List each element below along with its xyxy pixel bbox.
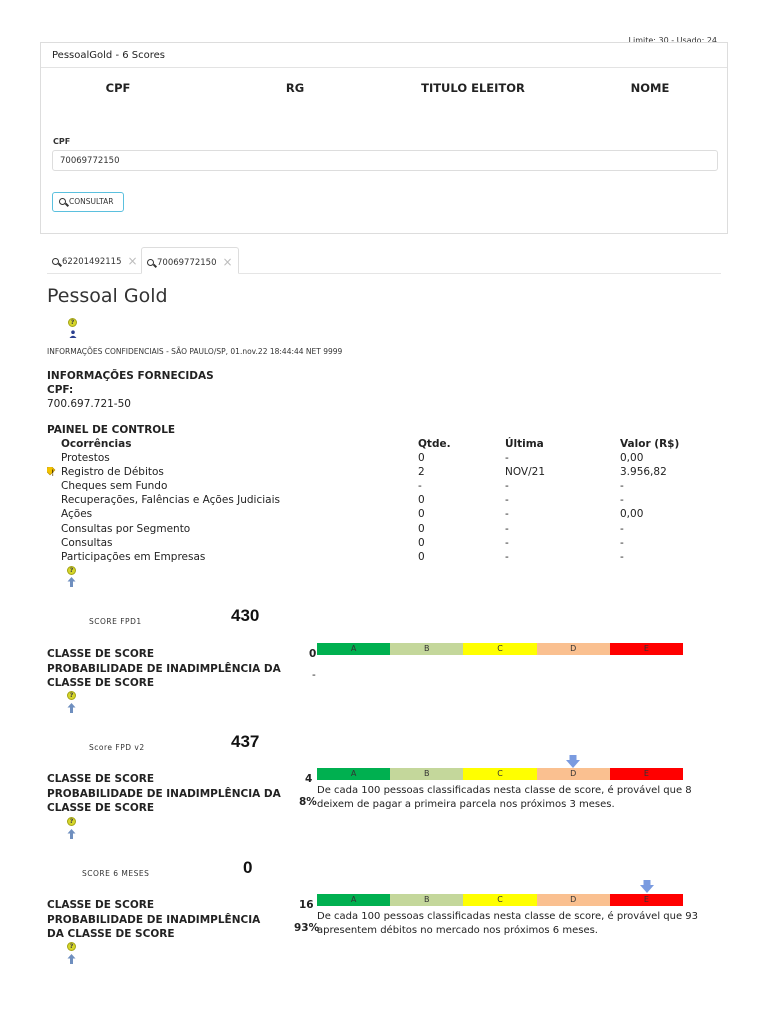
provided-info-heading: INFORMAÇÕES FORNECIDAS xyxy=(47,370,214,382)
row-value: - xyxy=(620,550,624,563)
score-description: De cada 100 pessoas classificadas nesta classe de score, é provável que 93 apresentem débitos no mercado nos próximos 6 meses. xyxy=(317,911,699,936)
class-segment-c: C xyxy=(463,643,536,655)
row-last: - xyxy=(505,550,509,563)
row-quantity: 0 xyxy=(418,508,425,521)
row-occurrence: Registro de Débitos xyxy=(61,466,164,479)
person-icon xyxy=(69,330,77,338)
row-last: - xyxy=(505,536,509,549)
arrow-up-icon[interactable] xyxy=(67,703,76,713)
row-quantity: - xyxy=(418,480,422,493)
class-segment-d: D xyxy=(537,894,610,906)
close-icon[interactable]: × xyxy=(127,254,138,268)
column-header: Ocorrências xyxy=(61,438,132,450)
result-tabs xyxy=(47,247,721,274)
report-title: Pessoal Gold xyxy=(47,285,168,307)
row-occurrence: Protestos xyxy=(61,452,110,464)
column-header: Valor (R$) xyxy=(620,438,680,450)
class-segment-d: D xyxy=(537,768,610,780)
class-segment-b: B xyxy=(390,894,463,906)
tab-cpf[interactable]: CPF xyxy=(105,81,131,95)
search-icon xyxy=(52,258,59,265)
row-value: - xyxy=(620,522,624,535)
class-segment-c: C xyxy=(463,894,536,906)
class-segment-e: E xyxy=(610,643,683,655)
row-quantity: 0 xyxy=(418,494,425,507)
score-label: Score FPD v2 xyxy=(89,743,145,752)
cpf-field-label: CPF xyxy=(53,137,71,146)
class-segment-d: D xyxy=(537,643,610,655)
tab-nome[interactable]: NOME xyxy=(630,81,670,95)
probability-label: PROBABILIDADE DE INADIMPLÊNCIA DA CLASSE DE SCORE xyxy=(47,914,261,940)
tab-rg[interactable]: RG xyxy=(285,81,305,95)
tab-titulo-eleitor[interactable]: TITULO ELEITOR xyxy=(421,81,525,95)
cpf-input[interactable]: 70069772150 xyxy=(52,150,718,171)
confidential-info-line: INFORMAÇÕES CONFIDENCIAIS - SÃO PAULO/SP, 01.nov.22 18:44:44 NET 9999 xyxy=(47,347,343,356)
arrow-up-icon[interactable] xyxy=(67,577,76,587)
row-occurrence: Consultas xyxy=(61,536,113,549)
row-last: - xyxy=(505,480,509,493)
consultar-label: CONSULTAR xyxy=(69,197,114,206)
row-last: - xyxy=(505,508,509,521)
score-value: 437 xyxy=(231,732,260,751)
score-label: SCORE FPD1 xyxy=(89,617,142,626)
probability-label: PROBABILIDADE DE INADIMPLÊNCIA DA CLASSE DE SCORE xyxy=(47,788,281,814)
score-description: De cada 100 pessoas classificadas nesta classe de score, é provável que 8 deixem de pagar a primeira parcela nos próximos 3 meses. xyxy=(317,785,692,810)
row-last: - xyxy=(505,452,509,464)
row-occurrence: Ações xyxy=(61,508,93,521)
result-tab-label: 62201492115 xyxy=(62,257,122,267)
search-icon xyxy=(59,198,66,205)
class-segment-a: A xyxy=(317,894,390,906)
score-value: 0 xyxy=(243,858,253,877)
probability-value: 8% xyxy=(299,796,317,808)
control-panel-heading: PAINEL DE CONTROLE xyxy=(47,424,176,436)
class-segment-e: E xyxy=(610,894,683,906)
close-icon[interactable]: × xyxy=(222,255,233,269)
result-tab[interactable] xyxy=(47,247,143,274)
row-quantity: 0 xyxy=(418,522,425,535)
score-class-bar xyxy=(317,643,683,655)
panel-title: PessoalGold - 6 Scores xyxy=(41,43,727,68)
help-icon[interactable]: ? xyxy=(67,817,76,826)
score-marker-icon xyxy=(566,755,580,768)
search-icon xyxy=(147,259,154,266)
score-class-bar xyxy=(317,768,683,780)
class-value: 16 xyxy=(299,899,314,911)
row-occurrence: Recuperações, Falências e Ações Judiciais xyxy=(61,494,280,507)
class-label: CLASSE DE SCORE xyxy=(47,648,154,660)
result-tab-active[interactable] xyxy=(141,247,239,274)
row-value: - xyxy=(620,494,624,507)
probability-value: 93% xyxy=(294,922,320,934)
class-segment-c: C xyxy=(463,768,536,780)
arrow-up-icon[interactable] xyxy=(67,829,76,839)
row-quantity: 2 xyxy=(418,466,425,479)
row-quantity: 0 xyxy=(418,536,425,549)
probability-value: - xyxy=(312,669,316,681)
row-last: - xyxy=(505,522,509,535)
score-label: SCORE 6 MESES xyxy=(82,869,150,878)
row-quantity: 0 xyxy=(418,550,425,563)
cpf-value: 700.697.721-50 xyxy=(47,398,131,410)
search-panel xyxy=(40,42,728,234)
column-header: Qtde. xyxy=(418,438,451,450)
help-icon[interactable]: ? xyxy=(67,691,76,700)
usage-limit: Limite: 30 - Usado: 24 xyxy=(628,36,717,45)
warning-icon[interactable] xyxy=(47,467,58,478)
row-value: - xyxy=(620,480,624,493)
class-label: CLASSE DE SCORE xyxy=(47,899,154,911)
class-segment-a: A xyxy=(317,768,390,780)
cpf-label: CPF: xyxy=(47,384,74,396)
class-segment-b: B xyxy=(390,768,463,780)
row-value: - xyxy=(620,536,624,549)
probability-label: PROBABILIDADE DE INADIMPLÊNCIA DA CLASSE DE SCORE xyxy=(47,663,281,689)
score-class-bar xyxy=(317,894,683,906)
class-value: 4 xyxy=(305,773,313,785)
class-label: CLASSE DE SCORE xyxy=(47,773,154,785)
class-segment-b: B xyxy=(390,643,463,655)
class-segment-a: A xyxy=(317,643,390,655)
result-tab-label: 70069772150 xyxy=(157,258,217,268)
row-occurrence: Participações em Empresas xyxy=(61,550,206,563)
row-value: 0,00 xyxy=(620,452,644,464)
help-icon[interactable]: ? xyxy=(68,318,77,327)
class-value: 0 xyxy=(309,648,317,660)
row-value: 0,00 xyxy=(620,508,644,521)
arrow-up-icon[interactable] xyxy=(67,954,76,964)
row-value: 3.956,82 xyxy=(620,466,667,479)
class-segment-e: E xyxy=(610,768,683,780)
score-value: 430 xyxy=(231,606,260,625)
consultar-button[interactable] xyxy=(52,192,124,212)
row-last: NOV/21 xyxy=(505,466,546,479)
row-last: - xyxy=(505,494,509,507)
row-occurrence: Consultas por Segmento xyxy=(61,522,191,535)
row-quantity: 0 xyxy=(418,452,425,464)
help-icon[interactable]: ? xyxy=(67,566,76,575)
score-marker-icon xyxy=(640,880,654,893)
column-header: Última xyxy=(505,438,544,450)
help-icon[interactable]: ? xyxy=(67,942,76,951)
row-occurrence: Cheques sem Fundo xyxy=(61,480,168,493)
